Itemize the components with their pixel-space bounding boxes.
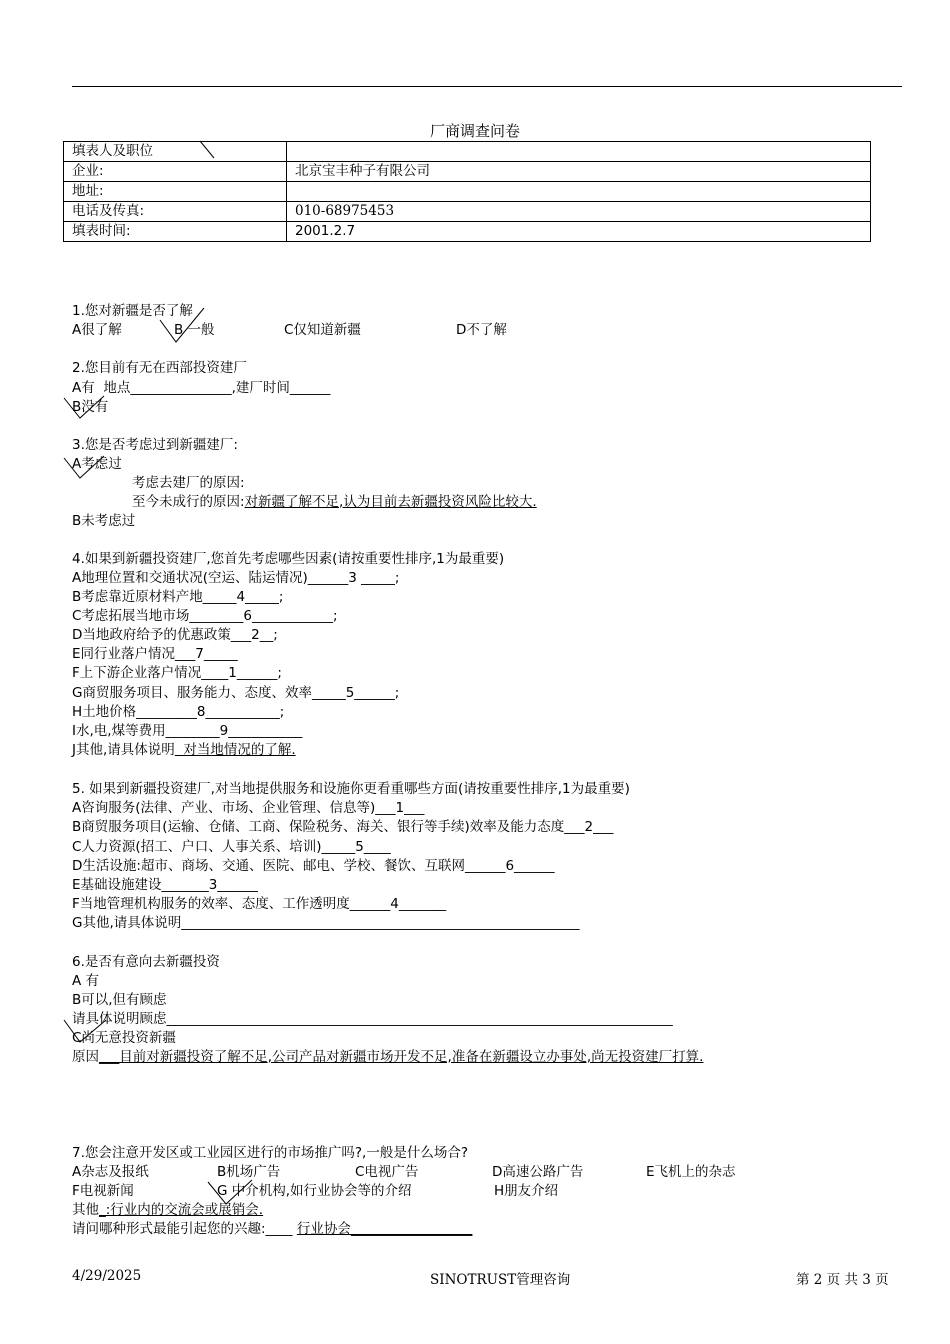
q6-option-b: B可以,但有顾虑 <box>72 992 167 1008</box>
q7-other-answer: _:行业内的交流会或展销会. <box>99 1202 264 1218</box>
q7-interest-answer: 行业协会__________________ <box>296 1221 473 1237</box>
q5-item: A咨询服务(法律、产业、市场、企业管理、信息等)___1___ <box>72 800 425 816</box>
q4-item: F上下游企业落户情况____1______; <box>72 665 282 681</box>
q4-item: G商贸服务项目、服务能力、态度、效率_____5______; <box>72 685 400 701</box>
header-rule <box>72 86 902 87</box>
q3-not-yet-answer: 对新疆了解不足,认为目前去新疆投资风险比较大. <box>244 494 537 510</box>
info-label: 企业: <box>64 162 287 182</box>
q3-question: 3.您是否考虑过到新疆建厂: <box>72 437 238 453</box>
q6-option-c: C尚无意投资新疆 <box>72 1030 176 1046</box>
q5-item: B商贸服务项目(运输、仓储、工商、保险税务、海关、银行等手续)效率及能力态度___2___ <box>72 819 614 835</box>
q4-other-label: J其他,请具体说明 <box>72 742 175 758</box>
q5-item: C人力资源(招工、户口、人事关系、培训)_____5____ <box>72 839 391 855</box>
q4-other-answer: 对当地情况的了解. <box>174 742 296 758</box>
q1-question: 1.您对新疆是否了解 <box>72 303 193 319</box>
q6-question: 6.是否有意向去新疆投资 <box>72 954 220 970</box>
info-label: 填表时间: <box>64 222 287 242</box>
q4-question: 4.如果到新疆投资建厂,您首先考虑哪些因素(请按重要性排序,1为最重要) <box>72 551 505 567</box>
q7-option-d: D高速公路广告 <box>492 1164 584 1180</box>
info-label: 地址: <box>64 182 287 202</box>
footer-date: 4/29/2025 <box>72 1268 142 1284</box>
q1-option-a: A很了解 <box>72 322 122 338</box>
q2-option-b: B没有 <box>72 399 109 415</box>
table-row <box>64 182 871 202</box>
q3-option-a: A考虑过 <box>72 456 122 472</box>
q7-other-label: 其他 <box>72 1202 99 1218</box>
q4-item: E同行业落户情况___7_____ <box>72 646 238 662</box>
info-value: 北京宝丰种子有限公司 <box>287 162 871 182</box>
q4-other <box>72 742 296 759</box>
q6-reason <box>72 1049 703 1066</box>
info-value <box>287 182 871 202</box>
q7-option-a: A杂志及报纸 <box>72 1164 149 1180</box>
q7-option-b: B机场广告 <box>217 1164 281 1180</box>
q6-option-a: A 有 <box>72 973 100 989</box>
q6-concern: 请具体说明顾虑___________________________________________________________________________ <box>72 1011 673 1027</box>
q6-reason-label: 原因 <box>72 1049 99 1065</box>
q7-interest <box>72 1221 472 1238</box>
q1-option-c: C仅知道新疆 <box>284 322 361 338</box>
info-label: 填表人及职位 <box>64 142 287 162</box>
q7-question: 7.您会注意开发区或工业园区进行的市场推广吗?,一般是什么场合? <box>72 1145 469 1161</box>
q7-other <box>72 1202 263 1219</box>
q3-not-yet <box>132 494 537 511</box>
q7-option-e: E飞机上的杂志 <box>646 1164 736 1180</box>
q2-question: 2.您目前有无在西部投资建厂 <box>72 360 247 376</box>
table-row <box>64 222 871 242</box>
q3-option-b: B未考虑过 <box>72 513 136 529</box>
q4-item: B考虑靠近原材料产地_____4_____; <box>72 589 284 605</box>
q4-item: A地理位置和交通状况(空运、陆运情况)______3 _____; <box>72 570 400 586</box>
q7-interest-label: 请问哪种形式最能引起您的兴趣:____ <box>72 1221 297 1237</box>
q6-reason-answer: ___目前对新疆投资了解不足,公司产品对新疆市场开发不足,准备在新疆设立办事处,尚无投资建厂打算. <box>99 1049 704 1065</box>
info-table <box>63 141 871 242</box>
q1-option-b: B 一般 <box>174 322 215 338</box>
info-value: 2001.2.7 <box>287 222 871 242</box>
q5-item: G其他,请具体说明___________________________________________________________ <box>72 915 580 931</box>
q4-item: H土地价格_________8___________; <box>72 704 285 720</box>
q7-option-f: F电视新闻 <box>72 1183 134 1199</box>
q3-reason-label: 考虑去建厂的原因: <box>132 475 245 491</box>
table-row <box>64 202 871 222</box>
info-label: 电话及传真: <box>64 202 287 222</box>
table-row <box>64 162 871 182</box>
q5-item: E基础设施建设_______3______ <box>72 877 258 893</box>
footer-company: SINOTRUST管理咨询 <box>430 1272 571 1288</box>
footer-page: 第 2 页 共 3 页 <box>796 1272 889 1288</box>
q5-question: 5. 如果到新疆投资建厂,对当地提供服务和设施你更看重哪些方面(请按重要性排序,1为最重要) <box>72 781 630 797</box>
q2-option-a: A有 地点_______________,建厂时间______ <box>72 380 331 396</box>
page-title: 厂商调查问卷 <box>429 122 520 140</box>
q5-item: F当地管理机构服务的效率、态度、工作透明度______4_______ <box>72 896 447 912</box>
info-value <box>287 142 871 162</box>
q5-item: D生活设施:超市、商场、交通、医院、邮电、学校、餐饮、互联网______6______ <box>72 858 555 874</box>
q7-option-h: H朋友介绍 <box>494 1183 559 1199</box>
q3-not-yet-label: 至今未成行的原因: <box>132 494 245 510</box>
q4-item: D当地政府给予的优惠政策___2__; <box>72 627 278 643</box>
info-value: 010-68975453 <box>287 202 871 222</box>
q7-option-c: C电视广告 <box>355 1164 419 1180</box>
q7-option-g: G 中介机构,如行业协会等的介绍 <box>217 1183 412 1199</box>
q1-option-d: D不了解 <box>456 322 507 338</box>
table-row <box>64 142 871 162</box>
q4-item: I水,电,煤等费用________9___________ <box>72 723 303 739</box>
q4-item: C考虑拓展当地市场________6____________; <box>72 608 338 624</box>
